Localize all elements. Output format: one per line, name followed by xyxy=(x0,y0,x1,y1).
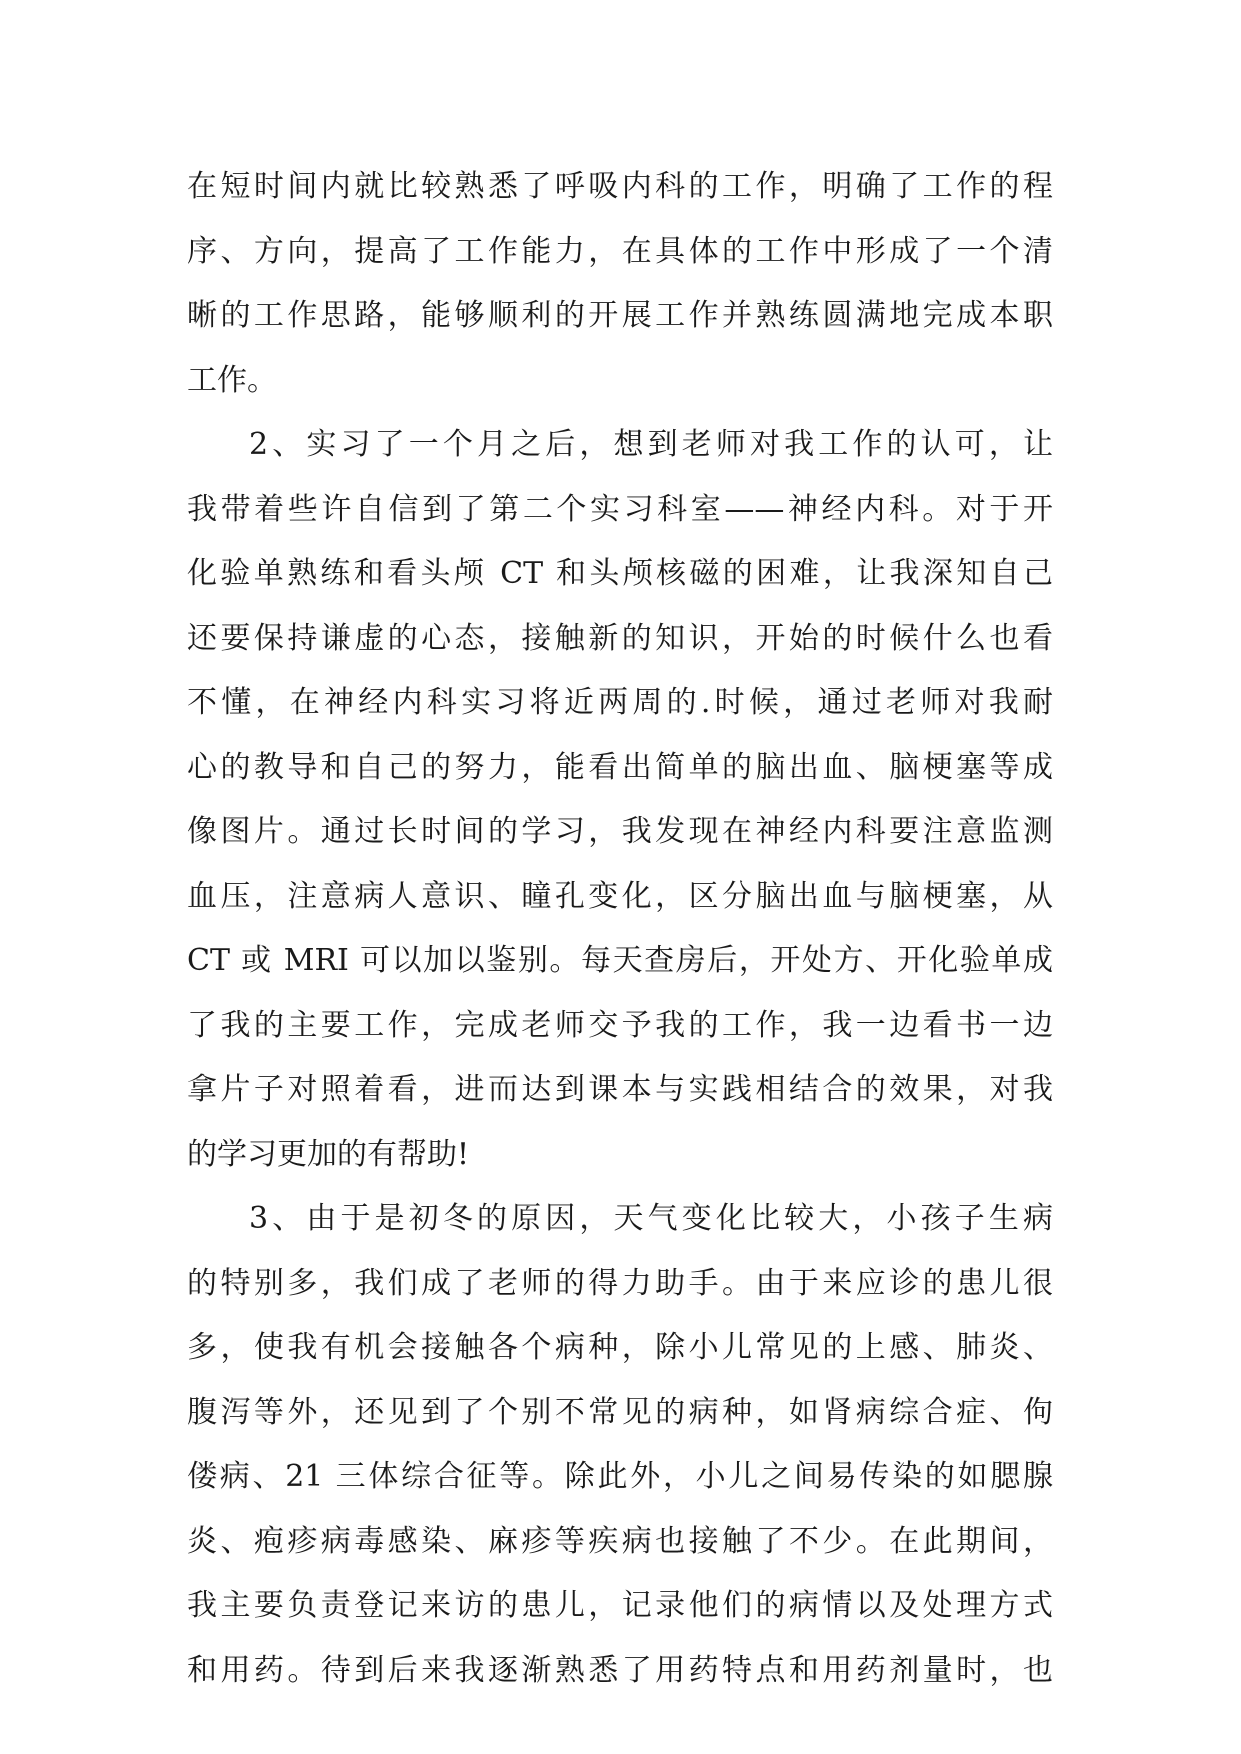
paragraph-line: 腹泻等外，还见到了个别不常见的病种，如肾病综合症、佝 xyxy=(187,1394,1053,1430)
paragraph-line: 血压，注意病人意识、瞳孔变化，区分脑出血与脑梗塞，从 xyxy=(187,878,1053,914)
paragraph-line: 拿片子对照着看，进而达到课本与实践相结合的效果，对我 xyxy=(187,1072,1053,1107)
paragraph-line: 和用药。待到后来我逐渐熟悉了用药特点和用药剂量时，也 xyxy=(187,1652,1053,1688)
paragraph-2 xyxy=(187,413,1053,1187)
paragraph-line: 像图片。通过长时间的学习，我发现在神经内科要注意监测 xyxy=(187,814,1053,849)
paragraph-line: 炎、疱疹病毒感染、麻疹等疾病也接触了不少。在此期间， xyxy=(187,1523,1053,1559)
paragraph-line: 心的教导和自己的努力，能看出简单的脑出血、脑梗塞等成 xyxy=(187,749,1053,785)
paragraph-line: 的学习更加的有帮助! xyxy=(187,1136,470,1172)
paragraph-line: 还要保持谦虚的心态，接触新的知识，开始的时候什么也看 xyxy=(187,620,1053,656)
paragraph-line: 晰的工作思路，能够顺利的开展工作并熟练圆满地完成本职 xyxy=(187,298,1053,333)
paragraph-line: 的特别多，我们成了老师的得力助手。由于来应诊的患儿很 xyxy=(187,1265,1053,1301)
paragraph-3 xyxy=(187,1187,1053,1703)
paragraph-1 xyxy=(187,155,1053,413)
paragraph-line: 在短时间内就比较熟悉了呼吸内科的工作，明确了工作的程 xyxy=(187,169,1053,204)
paragraph-line: 了我的主要工作，完成老师交予我的工作，我一边看书一边 xyxy=(187,1007,1053,1043)
paragraph-line: 序、方向，提高了工作能力，在具体的工作中形成了一个清 xyxy=(187,233,1053,269)
paragraph-line: 不懂，在神经内科实习将近两周的.时候，通过老师对我耐 xyxy=(187,685,1053,720)
paragraph-line: 多，使我有机会接触各个病种，除小儿常见的上感、肺炎、 xyxy=(187,1330,1053,1365)
paragraph-line: 偻病、21 三体综合征等。除此外，小儿之间易传染的如腮腺 xyxy=(187,1459,1053,1494)
paragraph-line: 2、实习了一个月之后，想到老师对我工作的认可，让 xyxy=(249,427,1053,462)
paragraph-line: CT 或 MRI 可以加以鉴别。每天查房后，开处方、开化验单成 xyxy=(187,943,1053,978)
paragraph-line: 我主要负责登记来访的患儿，记录他们的病情以及处理方式 xyxy=(187,1588,1053,1623)
paragraph-line: 化验单熟练和看头颅 CT 和头颅核磁的困难，让我深知自己 xyxy=(187,556,1053,591)
paragraph-line: 我带着些许自信到了第二个实习科室——神经内科。对于开 xyxy=(187,491,1053,527)
paragraph-line: 3、由于是初冬的原因，天气变化比较大，小孩子生病 xyxy=(249,1201,1053,1236)
document-body xyxy=(187,155,1053,1703)
paragraph-line: 工作。 xyxy=(187,362,277,398)
